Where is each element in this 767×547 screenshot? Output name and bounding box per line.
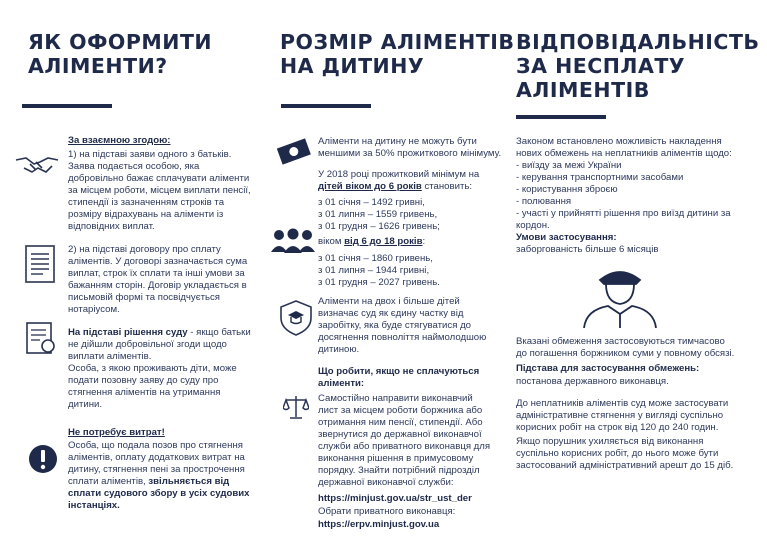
shield-graduation-icon [279,300,313,336]
agreement-item-2: 2) на підставі договору про сплату аліментів. У договорі зазначається сума виплат, строк їх сплати та інші умови за бажанням сторін. Договір укладається в письмовій формі та посвідчується нотаріусом. [68,244,248,315]
scales-icon [283,394,309,420]
basis-heading: Підстава для застосування обмежень: [516,363,700,374]
col2-intro: Аліменти на дитину не можуть бути меншими за 50% прожиткового мінімуму. [318,136,502,159]
min-line [318,169,518,193]
what-heading: Що робити, якщо не сплачуються аліменти: [318,366,480,389]
agreement-item-1: 1) на підставі заяви одного з батьків. Заява подається особою, яка добровільно бажає сплачувати аліменти за місцем роботи, місцем виплати пенсії, стипендії із зазначенням строків та розміру відрахувань на аліменти із відповідних виплат. [68,149,251,232]
temporary-note: Вказані обмеження застосовуються тимчасово до погашення боржником суми у повному обсязі. [516,336,735,359]
col2-divider [281,104,371,108]
link-minjust[interactable]: https://minjust.gov.ua/str_ust_der [318,493,472,504]
link-erpv[interactable]: https://erpv.minjust.gov.ua [318,519,440,530]
document-icon [25,245,55,283]
what-text: Самостійно направити виконавчий лист за місцем роботи боржника або отримання ним пенсії, стипендії. Або звернутися до державної виконавчої служби або приватного виконавця для виконання рішення в примусовому порядку. Знайти потрібний підрозділ державної виконавчої служби: [318,393,491,488]
money-icon [276,137,312,167]
multi-children: Аліменти на двох і більше дітей визначає суд як єдину частку від заробітку, яка буде стягуватися до досягнення повноліття наймолодшою дитиною. [318,296,487,355]
costs-heading: Не потребує витрат! [68,427,165,438]
court-heading: На підставі рішення суду [68,327,188,338]
over6-amounts: з 01 січня – 1860 гривень, з 01 липня – 1944 гривні, з 01 грудня – 2027 гривень. [318,253,440,288]
conditions-text: заборгованість більше 6 місяців [516,244,659,255]
officer-icon [578,262,662,328]
private-label: Обрати приватного виконавця: [318,506,456,517]
costs-text-plain: Особа, що подала позов про стягнення аліментів, оплату додаткових витрат на дитину, стягнення пені за прострочення сплати аліментів, [68,440,245,487]
col2-title: РОЗМІР АЛІМЕНТІВ НА ДИТИНУ [280,30,515,78]
age-suffix: : [422,236,426,247]
arrest-note: Якщо порушник ухиляється від виконання суспільно корисних робіт, до нього може бути застосований адміністративний арешт до 15 діб. [516,436,734,471]
agreement-heading: За взаємною згодою: [68,135,171,146]
restrictions-list: - виїзду за межі України - керування транспортними засобами - користування зброєю - полювання - участі у прийнятті рішення про виїзд дитини за кордон. [516,160,731,231]
costs-text [68,440,268,512]
col1-divider [22,104,112,108]
admin-penalty: До неплатників аліментів суд може застосувати адміністративне стягнення у вигляді суспільно корисних робіт на строк від 120 до 240 годин. [516,398,729,433]
min-line-a: У 2018 році прожитковий мінімум на [318,169,480,180]
court-text-b: Особа, з якою проживають діти, може подати позовну заяву до суду про стягнення аліментів на утримання дитини. [68,363,237,410]
age-line [318,236,425,248]
exclamation-icon [28,444,58,474]
costs-text-bold: звільняється від сплати судового збору в усіх судових інстанціях. [68,476,250,511]
col1-title: ЯК ОФОРМИТИ АЛІМЕНТИ? [28,30,213,78]
children-icon [270,228,316,254]
conditions-heading: Умови застосування: [516,232,617,243]
col3-divider [516,115,606,119]
age-bold: від 6 до 18 років [344,236,423,247]
col3-intro: Законом встановлено можливість накладення нових обмежень на неплатників аліментів щодо: [516,136,732,159]
basis-text: постанова державного виконавця. [516,376,669,387]
handshake-icon [14,150,60,180]
age-prefix: віком [318,236,345,247]
min-line-b: дітей віком до 6 років [318,181,422,192]
under6-amounts: з 01 січня – 1492 гривні, з 01 липня – 1559 гривень, з 01 грудня – 1626 гривень; [318,197,440,232]
min-line-c: становить: [421,181,473,192]
court-text-a: - якщо батьки не дійшли добровільної згоди щодо виплати аліментів. [68,327,251,362]
col3-title: ВІДПОВІДАЛЬНІСТЬ ЗА НЕСПЛАТУ АЛІМЕНТІВ [516,30,760,102]
court-document-icon [26,322,58,356]
court-block [68,327,273,363]
